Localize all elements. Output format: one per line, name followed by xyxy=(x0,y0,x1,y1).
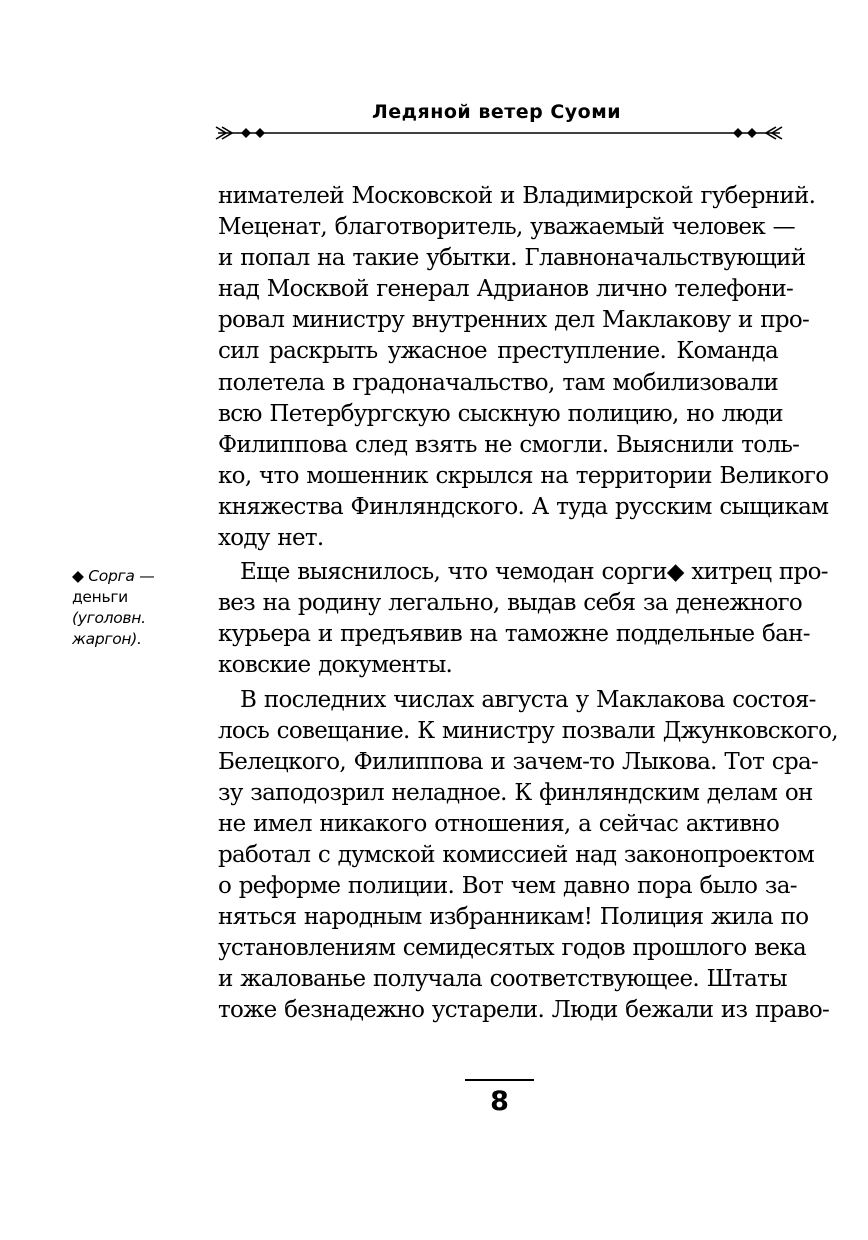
text-line: о реформе полиции. Вот чем давно пора было за- xyxy=(218,873,797,900)
header-ornament-rule xyxy=(214,121,784,145)
margin-note xyxy=(72,566,182,650)
note-dash: — xyxy=(134,567,155,585)
text-line: работал с думской комиссией над законопроектом xyxy=(218,841,815,868)
text-line: всю Петербургскую сыскную полицию, но люди xyxy=(218,400,783,427)
text-line: над Москвой генерал Адрианов лично телефони- xyxy=(218,276,794,303)
text-line: ходу нет. xyxy=(218,525,324,552)
main-text xyxy=(218,181,838,1027)
text-line: Еще выяснилось, что чемодан сорги◆ хитрец про- xyxy=(240,559,828,586)
text-line: нимателей Московской и Владимирской губерний. xyxy=(218,183,816,209)
note-definition-line: (уголовн. xyxy=(72,609,146,627)
note-marker-icon: ◆ xyxy=(72,567,84,585)
text-line: лось совещание. К министру позвали Джунковского, xyxy=(218,717,838,744)
text-line: установлениям семидесятых годов прошлого века xyxy=(218,935,807,962)
text-line: ко, что мошенник скрылся на территории Великого xyxy=(218,462,829,489)
text-line: ковские документы. xyxy=(218,652,453,679)
page-number-rule xyxy=(465,1079,534,1081)
text-line: и жалованье получала соответствующее. Штаты xyxy=(218,966,787,993)
text-line: зу заподозрил неладное. К финляндским делам он xyxy=(218,779,813,806)
text-line: курьера и предъявив на таможне поддельные бан- xyxy=(218,621,810,648)
text-line: и попал на такие убытки. Главноначальствующий xyxy=(218,245,806,272)
text-line: В последних числах августа у Маклакова состоя- xyxy=(240,686,816,713)
margin-note-first-line xyxy=(72,566,182,587)
running-title: Ледяной ветер Суоми xyxy=(372,101,622,123)
note-definition-line: деньги xyxy=(72,588,128,606)
text-line: Меценат, благотворитель, уважаемый человек — xyxy=(218,214,795,241)
note-term: Сорга xyxy=(88,567,135,585)
text-line: Филиппова след взять не смогли. Выяснили толь- xyxy=(218,431,800,458)
text-line: не имел никакого отношения, а сейчас активно xyxy=(218,810,780,837)
text-line: вез на родину легально, выдав себя за денежного xyxy=(218,590,803,617)
text-line: сил раскрыть ужасное преступление. Команда xyxy=(218,338,778,365)
text-line: няться народным избранникам! Полиция жила по xyxy=(218,904,809,931)
text-line: княжества Финляндского. А туда русским сыщикам xyxy=(218,493,829,520)
text-line: полетела в градоначальство, там мобилизовали xyxy=(218,369,778,396)
text-line: ровал министру внутренних дел Маклакову и про- xyxy=(218,307,810,334)
text-line: Белецкого, Филиппова и зачем-то Лыкова. Тот сра- xyxy=(218,748,819,775)
note-definition-line: жаргон). xyxy=(72,630,142,648)
text-line: тоже безнадежно устарели. Люди бежали из право- xyxy=(218,997,830,1024)
page-number: 8 xyxy=(490,1086,509,1117)
